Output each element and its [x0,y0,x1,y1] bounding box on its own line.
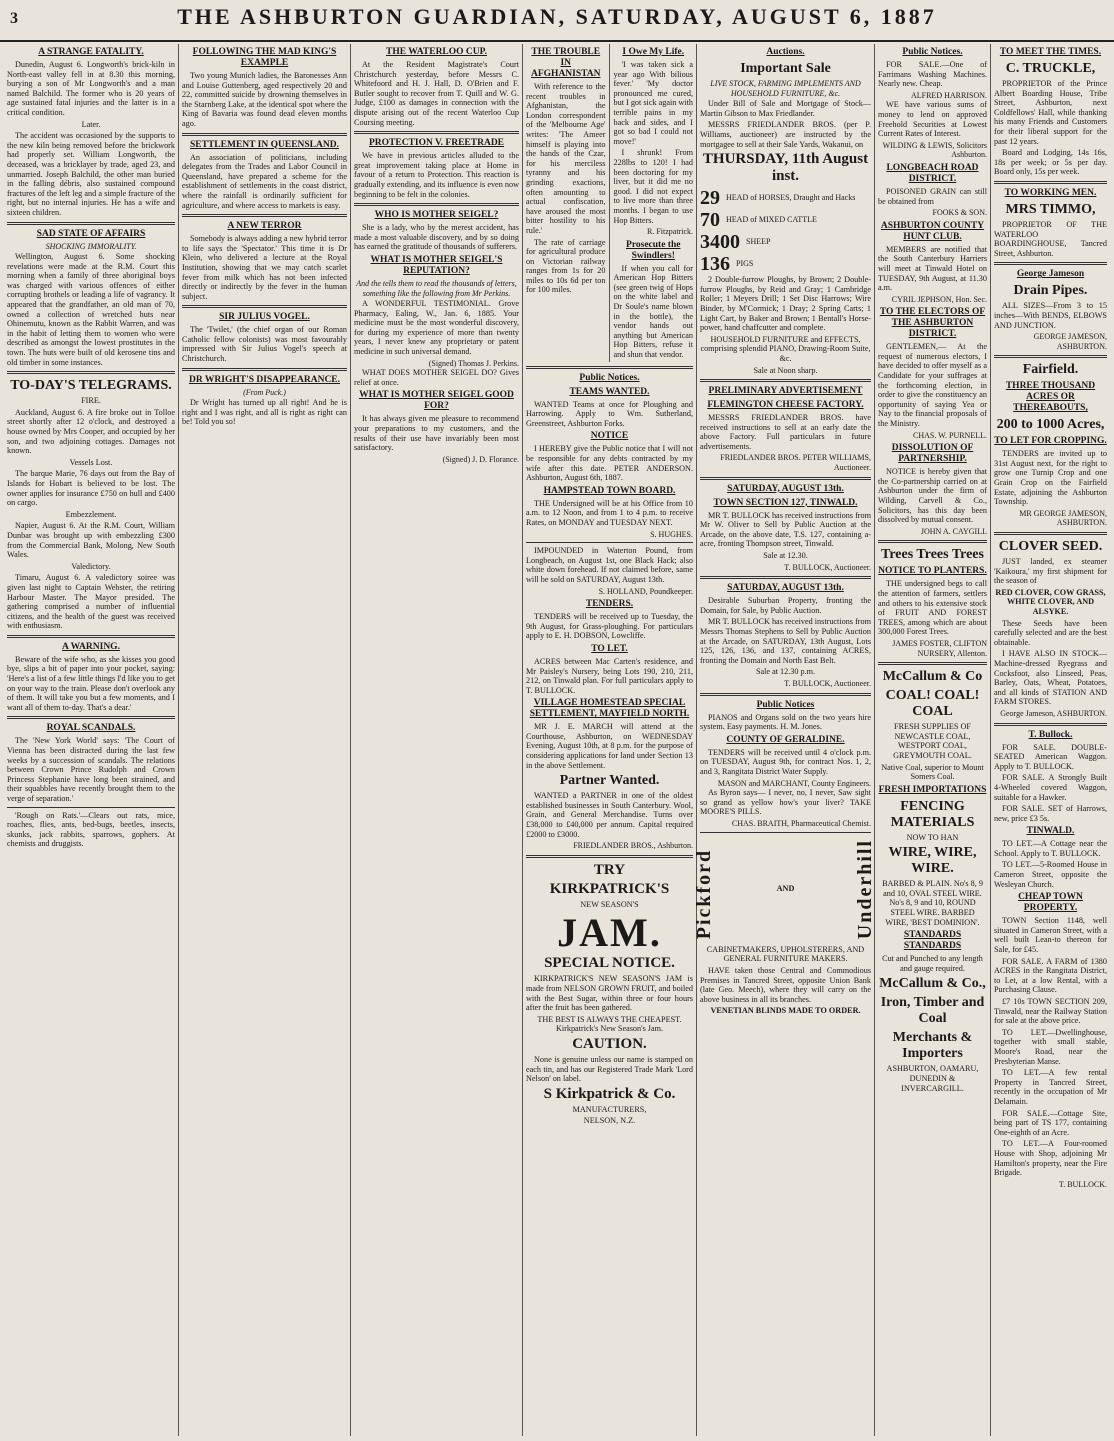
column-5 [693,44,877,1436]
headline-prosecute: Prosecute the Swindlers! [626,239,681,261]
article-paragraph: We have in previous articles alluded to the great improvement taking place at Home in favour of a return to Protection. This reaction is gradually extending, and its influence is even now beginning to be felt in the colonies. [354,151,519,199]
notice-text: I HEREBY give the Public notice that I will not be responsible for any debts contracted by my wife after this date. PETER ANDERSON. Ashburton, August 6th, 1887. [526,444,693,483]
article-subhead: SHOCKING IMMORALITY. [45,241,137,251]
ad-text: BARBED & PLAIN. No's 8, 9 and 10, OVAL STEEL WIRE. No's 8, 9 and 10, ROUND STEEL WIRE. BARBED WIRE, 'BEST DOMINION'. [882,879,983,927]
article-paragraph: Napier, August 6. At the R.M. Court, William Dunbar was brought up with embezzling £300 from the Commercial Bank, Molong, New South Wales. [7,521,175,560]
section-auctions: Auctions. [766,47,805,57]
article-subhead: Embezzlement. [65,509,117,519]
signature: MR GEORGE JAMESON, ASHBURTON. [1019,508,1107,528]
notice-text: TENDERS will be received up to Tuesday, the 9th August, for Grass-ploughing. For particulars apply to E. H. DOBSON, Lowcliffe. [526,612,693,641]
article-paragraph: If when you call for American Hop Bitters (see green twig of Hops on the white label and Dr Soule's name blown in the bottle), the vendor hands out anything but American Hop Bitters, refuse it and shun that vendor. [613,263,693,360]
ad-town-section: TOWN SECTION 127, TINWALD. [713,497,858,508]
article-paragraph: The 'Twilet,' (the chief organ of our Roman Catholic fellow colonists) was most favourably impressed with Sir Julius Vogel's speech at Christchurch. [182,325,347,364]
ad-text: THE undersigned begs to call the attention of farmers, settlers and others to his extensive stock of FRUIT AND FOREST TREES, among which are about 300,000 Forest Trees. [878,579,987,637]
notice-text: MR J. E. MARCH will attend at the Courthouse, Ashburton, on WEDNESDAY Evening, August 10th, at 8 p.m. for the purpose of considering applications for land under Section 13 in the above Settlement. [526,722,693,770]
signature: FRIEDLANDER BROS., Ashburton. [573,841,693,851]
newspaper-title: THE ASHBURTON GUARDIAN, SATURDAY, AUGUST 6, 1887 [177,4,937,29]
sale-line-cattle [700,209,871,231]
signature: T. BULLOCK. [1058,1179,1107,1189]
notice-impounded: IMPOUNDED in Waterton Pound, from Longbeach, on August 1st, one Black Hack; also white down forehead. If not claimed before, same will be sold on SATURDAY, August 13th. [526,546,693,584]
ad-fresh-importations: FRESH IMPORTATIONS [878,784,987,795]
article-subhead: Vessels Lost. [69,457,113,467]
ad-saturday: SATURDAY, AUGUST 13th. [727,583,844,594]
ad-kirkpatrick-co: S Kirkpatrick & Co. [543,1085,676,1102]
ad-text: RED CLOVER, COW GRASS, WHITE CLOVER, AND ALSYKE. [995,587,1106,616]
ad-text: ALL SIZES—From 3 to 15 inches—With BENDS, ELBOWS AND JUNCTION. [994,301,1107,330]
article-paragraph: It has always given me pleasure to recommend your preparations to my customers, and the results of their use have invariably been most satisfactory. [354,414,519,453]
ad-text: 2 Double-furrow Ploughs, by Brown; 2 Double-furrow Ploughs, by Reid and Gray; 1 Cambridge Roller; 1 Meyers Drill; 1 Set Disc Harrows; Wire Binder, by M'Cormick; 1 Dray; 2 Spring Carts; 1 Light Cart, by Baker and Brown; 1 Bentall's Horse-power, hand chaffcutter and complete. [700,275,871,333]
article-paragraph: The 'New York World' says: 'The Court of Vienna has been distracted during the last few weeks by a succession of scandals. The relations between Crown Prince Rudolph and Crown Princess Stephanie have long been strained, and their squabbles have recently brought them to the verge of separation.' [7,736,175,803]
ad-jam: JAM. [557,910,662,956]
column-3 [350,44,522,1436]
article-paragraph: Two young Munich ladies, the Baronesses Ann and Louise Guttenberg, aged respectively 20 and 22, committed suicide by drowning themselves in the Starnberg Lake, at the identical spot where the King of Bavaria was found dead eleven months ago. [182,71,347,128]
signature: George Jameson, ASHBURTON. [1000,708,1107,718]
notice-text: MEMBERS are notified that the South Canterbury Harriers will meet at Tinwald Hotel on TUESDAY, 9th August, at 11.30 a.m. [878,244,987,293]
signature: JAMES FOSTER, CLIFTON NURSERY, Allenton. [892,638,987,658]
article-paragraph: The accident was occasioned by the supports to the new kiln being removed before the brickwork had properly set. William Longworth, the deceased, was a bricklayer by trade, aged 23, and unmarried. Joseph Balchild, the other man buried in the falling débris, also sustained compound fractures of the left leg and a simple fracture of the right, but no internal injuries. He has a wife and sixteen children. [7,131,175,217]
notice-geraldine: COUNTY OF GERALDINE. [726,734,845,745]
ad-working-men: TO WORKING MEN. [1004,187,1097,198]
ad-text: £7 10s TOWN SECTION 209, Tinwald, near the Railway Station for sale at the above price. [994,997,1107,1026]
sale-item: HEAD of HORSES, Draught and Hacks [726,193,856,203]
ad-text: PROPRIETOR of the Prince Albert Boarding House, Tribe Street, Ashburton, next Coldfellows' Hall, while thanking his many Friends and Customers for their liberal support for the past 12 years. [994,79,1107,146]
column-4 [522,44,696,1436]
ad-mrs-timmo: MRS TIMMO, [1005,201,1096,217]
signature: R. Fitzpatrick. [647,227,693,237]
ad-text: FOR SALE. A Strongly Built 4-Wheeled covered Waggon, suitable for a Hawker. [994,773,1107,802]
notice-text: NOTICE is hereby given that the Co-partnership carried on at Ashburton under the firm of Wilding, Carvell & Co., Solicitors, has this day been dissolved by mutual consent. [878,467,987,525]
article-subhead: Valedictory. [71,561,111,571]
signature: (Signed) J. D. Florance. [442,454,519,464]
sale-line-pigs [700,253,871,275]
ad-drain-pipes: Drain Pipes. [1013,283,1088,299]
section-public-notices: Public Notices. [579,372,640,383]
ad-special-notice: SPECIAL NOTICE. [544,955,675,972]
ad-text: Sale at 12.30. [763,551,808,561]
notice-text: WANTED a PARTNER in one of the oldest established businesses in South Canterbury. Wool, Grain, and General Merchandise. Turns over £38,000 to £40,000 per annum. Capital required £2000 to £3000. [526,791,693,839]
section-public-notices: Public Notices [756,699,815,710]
notice-text: WE have various sums of money to lend on approved Freehold Securities at Lowest Current Rates of Interest. [878,100,987,139]
headline-seigel-reputation: WHAT IS MOTHER SEIGEL'S REPUTATION? [370,254,503,276]
headline-owe-my-life: I Owe My Life. [622,47,685,57]
sale-count: 136 [700,253,730,276]
ad-saturday: SATURDAY, AUGUST 13th. [727,483,844,494]
signature: CHAS. BRAITH, Pharmaceutical Chemist. [731,818,871,828]
article-paragraph: Beware of the wife who, as she kisses you good bye, slips a bit of paper into your pocket, saying: 'Here's a list of a few little things I'd like you to get on your way to the train. Please don't overlook any of them. It will take you but a few moments, and I want all of them to-day. That's a dear.' [7,654,175,712]
notice-text: PIANOS and Organs sold on the two years hire system. Easy payments. H. M. Jones. [700,712,871,732]
ad-sale-date: THURSDAY, 11th August inst. [702,151,869,185]
sale-line-horses [700,187,871,209]
signature: FRIEDLANDER BROS. PETER WILLIAMS, Auctioneer. [720,453,871,473]
sale-item: SHEEP [746,237,771,247]
headline-a-warning: A WARNING. [62,641,120,652]
ad-caution: CAUTION. [572,1035,647,1052]
ad-three-thousand: THREE THOUSAND ACRES OR THEREABOUTS, [1005,381,1096,414]
headline-mad-king: FOLLOWING THE MAD KING'S EXAMPLE [192,47,337,68]
ad-text: HOUSEHOLD FURNITURE and EFFECTS, comprising splendid PIANO, Drawing-Room Suite, &c. [700,334,871,363]
sale-count: 29 [700,187,720,210]
ad-text: NOW TO HAN [906,832,959,842]
sale-line-sheep [700,231,871,253]
notice-partner-wanted: Partner Wanted. [559,773,660,789]
notice-teams-wanted: TEAMS WANTED. [569,386,650,397]
ad-iron-timber: Iron, Timber and Coal [880,995,985,1027]
column-6 [874,44,990,1436]
signature: (Signed) Thomas J. Perkins. [428,358,519,368]
column-1 [4,44,178,1436]
headline-settlement-queensland: SETTLEMENT IN QUEENSLAND. [190,139,339,150]
ad-text: TO LET.—A Four-roomed House with Shop, adjoining Mr Hamilton's property, near the Fire Brigade. [994,1139,1107,1178]
ad-text: As Byron says— I never, no, I never, Saw sight so grand as yellow how's your liver? TAKE MOORE'S PILLS. [700,788,871,817]
notice-tenders: TENDERS. [585,599,634,610]
ad-flemington: FLEMINGTON CHEESE FACTORY. [707,400,864,411]
notice-text: ACRES between Mac Carten's residence, and Mr Paisley's Nursery, being Lots 190, 210, 211, 212, on Tinwald plan. For full particulars apply to T. BULLOCK. [526,656,693,695]
ad-pickford: Pickford [693,848,715,939]
notice-text: THE Undersigned will be at his Office from 10 a.m. to 12 Noon, and from 1 to 4 p.m. to receive Rates, on MONDAY and TUESDAY NEXT. [526,498,693,527]
sale-count: 3400 [700,231,740,254]
notice-heading: NOTICE [590,431,629,442]
sale-item: HEAD of MIXED CATTLE [726,215,817,225]
signature: T. BULLOCK, Auctioneer. [784,562,871,572]
ad-text: I HAVE ALSO IN STOCK— Machine-dressed Ryegrass and Cocksfoot, also Linseed, Peas, Barley, Oats, Wheat, Potatoes, and all kinds of STATION AND FARM STORES. [994,649,1107,707]
notice-text: TENDERS will be received until 4 o'clock p.m. on TUESDAY, August 9th, for contract Nos. 1, 2, and 3, Rangitata District Water Supply. [700,747,871,776]
notice-text: GENTLEMEN,— At the request of numerous electors, I have decided to offer myself as a Candidate for your suffrages at the forthcoming election, in order to give the constituency an opportunity of saying Yea or Nay to the financial proposals of the Ministry. [878,342,987,429]
ad-text: MANUFACTURERS, [572,1104,647,1114]
ad-new-season: NEW SEASON'S [580,899,639,909]
ad-pickford-underhill [693,838,877,939]
article-paragraph: Wellington, August 6. Some shocking revelations were made at the R.M. Court this morning when a family of three aboriginal boys was charged with various offences of either corrupting brothels or leading a life of vagrancy. It appeared that the grandfather, an old man of 70, owned a collection of wretched huts near Ohinemutu, known as the Rabbit Warren, and was in the habit of letting them to women who were described as amongst the lowest prostitutes in the town. The huts were built of old kerosene tins and old timber in some instances. [7,252,175,367]
ad-underhill: Underhill [854,838,877,939]
ad-text: Sale at 12.30 p.m. [755,667,816,677]
advertisement-rough-on-rats: 'Rough on Rats.'—Clears out rats, mice, roaches, flies, ants, bed-bugs, beetles, insects, skunks, jack rabbits, sparrows, gophers. At chemists and druggists. [7,810,175,849]
headline-afghanistan: THE TROUBLE IN AFGHANISTAN [531,47,601,79]
ad-text: Native Coal, superior to Mount Somers Coal. [881,762,984,782]
signature: MASON and MARCHANT, County Engineers. [717,778,871,788]
article-paragraph: With reference to the recent troubles in Afghanistan, the London correspondent of the 'Melbourne Age' writes: 'The Ameer himself is playing into the hands of the Czar, for his merciless tyranny and his grinding exactions, often amounting to actual confiscation, have aroused the most bitter hostility to his rule.' [526,82,606,235]
ad-try: TRY [593,861,626,878]
notice-hampstead: HAMPSTEAD TOWN BOARD. [543,485,676,496]
article-paragraph: Dunedin, August 6. Longworth's brick-kiln in North-east valley fell in at 8.30 this morning, burying a son of Mr Longworth's and a man named Balchild. The former who is 20 years of age sustained fatal injuries and the latter is in a critical condition. [7,60,175,117]
signature: CYRIL JEPHSON, Hon. Sec. [891,294,987,304]
article-subhead: And the tells them to read the thousands of letters, something like the following from Mr Perkins. [356,278,517,298]
ad-text: FOR SALE. SET of Harrows, new, price £3 5s. [994,804,1107,823]
column-2 [178,44,350,1436]
ad-text: FRESH SUPPLIES OF NEWCASTLE COAL, WESTPORT COAL, GREYMOUTH COAL. [893,722,972,760]
sale-count: 70 [700,209,720,232]
headline-new-terror: A NEW TERROR [227,221,302,232]
article-paragraph: The rate of carriage for agricultural produce on Victorian railway ranges from 1s for 20 miles to 10s 6d per ton for 100 miles. [526,237,606,295]
notice-text: POISONED GRAIN can still be obtained from [878,186,987,206]
signature: ALFRED HARRISON. [910,90,987,100]
ad-wire: WIRE, WIRE, WIRE. [888,845,977,877]
ad-text: MESSRS FRIEDLANDER BROS. have received instructions to sell at an early date the above Factory. Full particulars in future advertisements. [700,413,871,451]
article-paragraph: Dr Wright has turned up all right! And he is right and I was right, and all is right as right can be! Told you so! [182,398,347,427]
ad-mccallum: McCallum & Co [882,669,983,685]
headline-seigel-good-for: WHAT IS MOTHER SEIGEL GOOD FOR? [359,390,514,412]
ad-tinwald: TINWALD. [1026,826,1075,837]
notice-village-homestead: VILLAGE HOMESTEAD SPECIAL SETTLEMENT, MAYFIELD NORTH. [529,698,690,720]
notice-longbeach: LONGBEACH ROAD DISTRICT. [886,162,979,184]
signature: CHAS. W. PURNELL. [912,430,987,440]
ad-and: AND [776,883,795,893]
signature: S. HOLLAND, Poundkeeper. [598,586,693,596]
ad-text: TO LET.—A Cottage near the School. Apply to T. BULLOCK. [994,839,1107,858]
headline-waterloo-cup: THE WATERLOO CUP. [386,47,487,57]
article-subhead: FIRE. [81,396,101,406]
article-paragraph: Auckland, August 6. A fire broke out in Tolloe street shortly after 12 o'clock, and destroyed a house owned by Mrs Cooper, and occupied by her son, and two adjoining cottages. Damages not known. [7,407,175,456]
ad-text: None is genuine unless our name is stamped on each tin, and has our Registered Trade Mark 'Lord Nelson' on label. [526,1054,693,1084]
headline-sad-state: SAD STATE OF AFFAIRS [36,228,146,239]
ad-text: PROPRIETOR OF THE WATERLOO BOARDINGHOUSE, Tancred Street, Ashburton. [994,219,1107,258]
notice-to-let: TO LET. [591,643,628,654]
ad-standards: STANDARDS STANDARDS [903,930,962,952]
ad-subhead: LIVE STOCK, FARMING IMPLEMENTS AND HOUSEHOLD FURNITURE, &c. [710,79,861,98]
ad-preliminary: PRELIMINARY ADVERTISEMENT [708,386,863,397]
article-paragraph: Timaru, August 6. A valedictory soiree was given last night to Captain Webster, the retiring Harbour Master. The Mayor presided. The gathering comprised a number of influential citizens, and the health of the guest was received with enthusiasm. [7,573,175,631]
signature: WILDING & LEWIS, Solicitors Ashburton. [882,140,987,160]
article-paragraph: WHAT DOES MOTHER SEIGEL DO? Gives relief at once. [354,368,519,387]
ad-text: Under Bill of Sale and Mortgage of Stock—Martin Gibson to Max Friedlander. [700,99,871,118]
ad-text: Sale at Noon sharp. [753,365,818,375]
ad-text: Cut and Punched to any length and gauge required. [882,954,983,973]
ad-coal: COAL! COAL! COAL [885,688,980,720]
ad-text: HAVE taken those Central and Commodious Premises in Tancred Street, opposite Union Bank (late Geo. Meech), where they will carry on the above business in all its branches. [700,965,871,1004]
article-subhead: Later. [81,119,101,129]
ad-meet-times: TO MEET THE TIMES. [999,47,1102,57]
ad-text: CABINETMAKERS, UPHOLSTERERS, AND GENERAL FURNITURE MAKERS. [706,944,865,964]
article-paragraph: 'I was taken sick a year ago With bilious fever.' 'My doctor pronounced me cured, but I got sick again with terrible pains in my back and sides, and I got so bad I could not move!' [613,60,693,146]
ad-text: KIRKPATRICK'S NEW SEASON'S JAM is made from NELSON GROWN FRUIT, and boiled with the Best Sugar, within three or four hours after the fruit has been gathered. [526,974,693,1013]
sale-item: PIGS [736,259,754,269]
ad-important-sale: Important Sale [740,61,831,76]
headline-todays-telegrams: TO-DAY'S TELEGRAMS. [10,378,172,394]
headline-dr-wright: DR WRIGHT'S DISAPPEARANCE. [188,374,341,385]
ad-text: MR T. BULLOCK has received instructions from Mr W. Oliver to Sell by Public Auction at the Arcade, on the above date, T.S. 127, containing a-acre, fronting Thompson street, Tinwald. [700,510,871,549]
ad-to-let-cropping: TO LET FOR CROPPING. [994,436,1107,447]
signature: JOHN A. CAYGILL [920,526,987,536]
notice-text: WANTED Teams at once for Ploughing and Harrowing. Apply to Wm. Sutherland, Greenstreet, Ashburton Forks. [526,399,693,428]
ad-text: JUST landed, ex steamer 'Kaikoura,' my first shipment for the season of [994,557,1107,586]
ad-text: Board and Lodging, 14s 16s, 18s per week; or 5s per day. Board only, 15s per week. [994,148,1107,177]
ad-text: TO LET.—5-Roomed House in Cameron Street, opposite the Wesleyan Church. [994,860,1107,889]
signature: GEORGE JAMESON, ASHBURTON. [1033,332,1107,351]
article-paragraph: A WONDERFUL TESTIMONIAL. Grove Pharmacy, Ealing, W., Jan. 6, 1885. Your medicine must be the most wonderful discovery, for during my experience of more than twenty years, I never knew any proprietary or patent medicine in such universal demand. [354,299,519,357]
headline-julius-vogel: SIR JULIUS VOGEL. [219,312,310,323]
notice-text: FOR SALE.—One of Farrimans Washing Machines. Nearly new. Cheap. [878,60,987,89]
ad-text: Desirable Suburban Property, fronting the Domain, for Sale, by Public Auction. [700,596,871,615]
article-paragraph: I shrunk! From 228lbs to 120! I had been doctoring for my liver, but it did me no good. I did not expect to live more than three months. I began to use Hop Bitters. [613,148,693,225]
ad-text: NELSON, N.Z. [583,1116,636,1126]
article-paragraph: She is a lady, who by the merest accident, has made a most valuable discovery, and by so doing has earned the gratitude of thousands of sufferers. [354,223,519,252]
ad-mccallum-co: McCallum & Co., [879,976,986,992]
ad-text: TENDERS are invited up to 31st August next, for the right to grow one Turnip Crop and one Grain Crop on the Fairfield Estate, adjoining the Ashburton Township. [994,449,1107,507]
ad-notice-planters: NOTICE TO PLANTERS. [878,566,987,577]
signature: T. BULLOCK, Auctioneer. [784,678,871,688]
headline-strange-fatality: A STRANGE FATALITY. [38,47,144,57]
article-paragraph: Somebody is always adding a new hybrid terror to life says the 'Spectator.' This time it is Dr Klein, who delivered a lecture at the Royal Institution, showing that we may catch scarlet fever from milk which has not been infected directly or indirectly by the fever in the human subject. [182,234,347,301]
ad-cheap-town: CHEAP TOWN PROPERTY. [1018,892,1083,914]
headline-protection-freetrade: PROTECTION V. FREETRADE [368,138,505,149]
ad-truckle: C. TRUCKLE, [1005,61,1096,76]
ad-fairfield: Fairfield. [1022,362,1079,378]
signature: FOOKS & SON. [932,208,987,218]
ad-fencing: FENCING MATERIALS [890,798,975,830]
headline-mother-seigel: WHO IS MOTHER SEIGEL? [374,210,499,221]
ad-merchants: Merchants & Importers [892,1030,973,1062]
column-7 [990,44,1110,1436]
ad-text: THE BEST IS ALWAYS THE CHEAPEST. Kirkpatrick's New Season's Jam. [537,1014,682,1034]
masthead [0,0,1114,42]
article-paragraph: At the Resident Magistrate's Court Christchurch yesterday, before Messrs C. Whitefoord and H. J. Hall, D. O'Brien and F. Butler sought to recover from T. Quill and W. G. Judge, £100 as damages in connection with the dispute arising out of the recent Waterloo Cup Coursing meeting. [354,60,519,127]
ad-text: MR T. BULLOCK has received instructions from Messrs Thomas Stephens to Sell by Public Auction at the Arcade, on SATURDAY, 13th August, Lots 125, 126, 136, and 137, containing ACRES, fronting the Domain and North East Belt. [700,617,871,665]
ad-text: These Seeds have been carefully selected and are the best obtainable. [994,618,1107,647]
ad-text: MESSRS FRIEDLANDER BROS. (per P. Williams, auctioneer) are instructed by the mortgagee to sell at their Sale Yards, Wakanui, on [700,120,871,149]
article-source: (From Puck.) [243,387,286,397]
notice-hunt-club: ASHBURTON COUNTY HUNT CLUB. [880,220,985,242]
ad-text: FOR SALE. DOUBLE-SEATED American Waggon. Apply to T. BULLOCK. [994,742,1107,771]
ad-t-bullock: T. Bullock. [1028,729,1073,740]
ad-george-jameson: George Jameson [1016,269,1085,280]
ad-text: TO LET.—Dwellinghouse, together with small stable, Moore's Road, near the Presbyterian Manse. [994,1027,1107,1066]
ad-text: TOWN Section 1148, well situated in Cameron Street, with a well built Lean-to thereon for Sale, for £45. [994,916,1107,955]
section-public-notices: Public Notices. [902,47,963,57]
ad-text: FOR SALE. A FARM of 1380 ACRES in the Rangitata District, to Let, at a low Rental, with a Purchasing Clause. [994,956,1107,995]
ad-clover-seed: CLOVER SEED. [998,539,1103,555]
headline-royal-scandals: ROYAL SCANDALS. [46,723,136,734]
article-paragraph: An association of politicians, including delegates from the Trades and Labor Council in Queensland, have prepared a scheme for the establishment of settlements in the coast district, where the rainfall is ordinarily sufficient for agriculture, and where access to markets is easy. [182,152,347,210]
page-number: 3 [10,10,18,27]
ad-text: ASHBURTON, OAMARU, DUNEDIN & INVERCARGILL. [886,1064,979,1093]
ad-text: VENETIAN BLINDS MADE TO ORDER. [710,1006,861,1016]
notice-dissolution: DISSOLUTION OF PARTNERSHIP. [891,443,974,465]
article-paragraph: The barque Marie, 76 days out from the Bay of Islands for Hobart is believed to be lost. The owner applies for insurance £750 on hull and £400 on cargo. [7,469,175,508]
signature: S. HUGHES. [650,529,693,539]
ad-text: FOR SALE.—Cottage Site, being part of TS 177, containing One-eighth of an Acre. [994,1108,1107,1137]
ad-acres: 200 to 1000 Acres, [996,417,1105,433]
ad-text: TO LET.—A few rental Property in Tancred Street, recently in the occupation of Mr Delamain. [994,1068,1107,1106]
notice-electors: TO THE ELECTORS OF THE ASHBURTON DISTRICT. [879,307,986,340]
ad-kirkpatricks: KIRKPATRICK'S [549,880,670,897]
ad-trees: Trees Trees Trees [881,547,984,563]
